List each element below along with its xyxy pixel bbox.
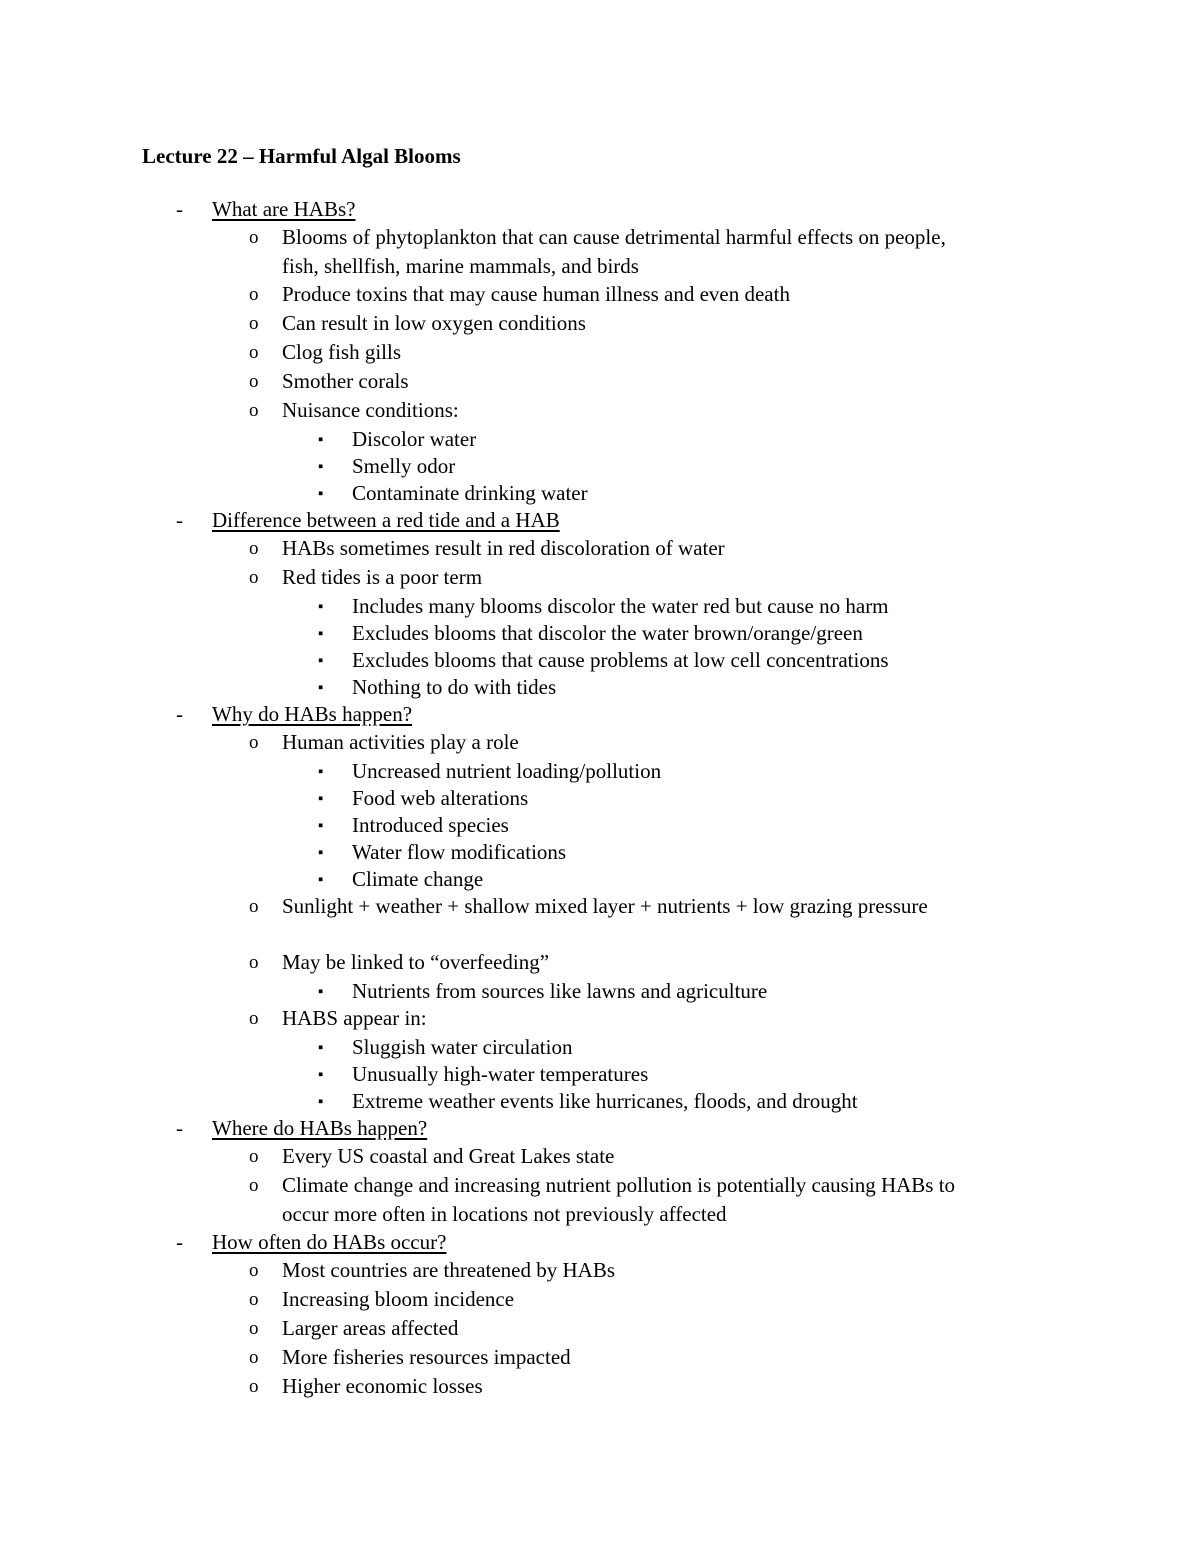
square-bullet: ▪ (318, 872, 324, 888)
section-heading-text: Where do HABs happen? (212, 1116, 428, 1140)
sub-list-item-text: Introduced species (352, 813, 509, 837)
square-bullet: ▪ (318, 599, 324, 615)
section-heading-text: Why do HABs happen? (212, 702, 413, 726)
circle-bullet: o (249, 1347, 259, 1368)
circle-bullet: o (249, 1376, 259, 1397)
list-item (0, 397, 1200, 426)
section-heading-text: What are HABs? (212, 197, 356, 221)
outline (0, 196, 1200, 1402)
list-item (0, 1172, 1200, 1201)
circle-bullet: o (249, 400, 259, 421)
list-item-text: Climate change and increasing nutrient pollution is potentially causing HABs to (282, 1173, 956, 1197)
sub-list-item-text: Uncreased nutrient loading/pollution (352, 759, 662, 783)
list-item-text: HABS appear in: (282, 1006, 427, 1030)
dash-bullet: - (176, 197, 183, 221)
sub-list-item-text: Excludes blooms that discolor the water brown/orange/green (352, 621, 863, 645)
sub-list-item (0, 1061, 1200, 1088)
list-item-continuation (0, 253, 1200, 281)
section-heading (0, 1229, 1200, 1257)
sub-list-item (0, 758, 1200, 785)
square-bullet: ▪ (318, 791, 324, 807)
list-item-text: Red tides is a poor term (282, 565, 483, 589)
square-bullet: ▪ (318, 818, 324, 834)
square-bullet: ▪ (318, 984, 324, 1000)
section-heading (0, 701, 1200, 729)
sub-list-item-text: Unusually high-water temperatures (352, 1062, 649, 1086)
list-item-continuation-text: fish, shellfish, marine mammals, and birds (282, 254, 639, 278)
sub-list-item (0, 866, 1200, 893)
dash-bullet: - (176, 1230, 183, 1254)
list-item-text: Increasing bloom incidence (282, 1287, 515, 1311)
sub-list-item (0, 426, 1200, 453)
list-item-text: Clog fish gills (282, 340, 402, 364)
circle-bullet: o (249, 1146, 259, 1167)
sub-list-item-text: Includes many blooms discolor the water red but cause no harm (352, 594, 889, 618)
circle-bullet: o (249, 732, 259, 753)
sub-list-item-text: Food web alterations (352, 786, 529, 810)
list-item (0, 535, 1200, 564)
square-bullet: ▪ (318, 1040, 324, 1056)
sub-list-item (0, 1088, 1200, 1115)
section-heading (0, 1115, 1200, 1143)
sub-list-item-text: Smelly odor (352, 454, 456, 478)
dash-bullet: - (176, 1116, 183, 1140)
list-item-text: HABs sometimes result in red discoloration of water (282, 536, 725, 560)
circle-bullet: o (249, 227, 259, 248)
circle-bullet: o (249, 1289, 259, 1310)
circle-bullet: o (249, 896, 259, 917)
list-item-text: More fisheries resources impacted (282, 1345, 571, 1369)
list-item (0, 1344, 1200, 1373)
circle-bullet: o (249, 313, 259, 334)
square-bullet: ▪ (318, 653, 324, 669)
circle-bullet: o (249, 342, 259, 363)
square-bullet: ▪ (318, 486, 324, 502)
list-item-text: Human activities play a role (282, 730, 519, 754)
sub-list-item (0, 812, 1200, 839)
sub-list-item (0, 978, 1200, 1005)
list-item (0, 368, 1200, 397)
circle-bullet: o (249, 1175, 259, 1196)
circle-bullet: o (249, 952, 259, 973)
square-bullet: ▪ (318, 626, 324, 642)
sub-list-item (0, 785, 1200, 812)
list-item-text: Larger areas affected (282, 1316, 459, 1340)
sub-list-item (0, 480, 1200, 507)
square-bullet: ▪ (318, 680, 324, 696)
blank-line (0, 922, 1200, 949)
list-item (0, 1143, 1200, 1172)
sub-list-item-text: Sluggish water circulation (352, 1035, 573, 1059)
square-bullet: ▪ (318, 1067, 324, 1083)
square-bullet: ▪ (318, 845, 324, 861)
dash-bullet: - (176, 508, 183, 532)
circle-bullet: o (249, 538, 259, 559)
sub-list-item-text: Water flow modifications (352, 840, 567, 864)
square-bullet: ▪ (318, 764, 324, 780)
sub-list-item-text: Extreme weather events like hurricanes, floods, and drought (352, 1089, 858, 1113)
circle-bullet: o (249, 284, 259, 305)
sub-list-item (0, 593, 1200, 620)
dash-bullet: - (176, 702, 183, 726)
list-item (0, 310, 1200, 339)
square-bullet: ▪ (318, 432, 324, 448)
section-heading-text: Difference between a red tide and a HAB (212, 508, 560, 532)
sub-list-item (0, 1034, 1200, 1061)
list-item (0, 1286, 1200, 1315)
sub-list-item-text: Discolor water (352, 427, 477, 451)
list-item (0, 893, 1200, 922)
circle-bullet: o (249, 1260, 259, 1281)
sub-list-item-text: Excludes blooms that cause problems at low cell concentrations (352, 648, 889, 672)
list-item-text: May be linked to “overfeeding” (282, 950, 550, 974)
list-item (0, 281, 1200, 310)
list-item (0, 339, 1200, 368)
list-item-text: Blooms of phytoplankton that can cause detrimental harmful effects on people, (282, 225, 946, 249)
list-item (0, 949, 1200, 978)
list-item (0, 1373, 1200, 1402)
list-item-text: Sunlight + weather + shallow mixed layer + nutrients + low grazing pressure (282, 894, 928, 918)
section-heading (0, 196, 1200, 224)
section-heading (0, 507, 1200, 535)
sub-list-item-text: Climate change (352, 867, 484, 891)
sub-list-item-text: Nothing to do with tides (352, 675, 557, 699)
list-item-text: Nuisance conditions: (282, 398, 459, 422)
page-title: Lecture 22 – Harmful Algal Blooms (142, 144, 461, 168)
square-bullet: ▪ (318, 459, 324, 475)
list-item-text: Smother corals (282, 369, 409, 393)
list-item-continuation (0, 1201, 1200, 1229)
list-item (0, 564, 1200, 593)
sub-list-item (0, 453, 1200, 480)
circle-bullet: o (249, 371, 259, 392)
sub-list-item (0, 839, 1200, 866)
circle-bullet: o (249, 567, 259, 588)
list-item-text: Can result in low oxygen conditions (282, 311, 586, 335)
list-item-text: Every US coastal and Great Lakes state (282, 1144, 615, 1168)
circle-bullet: o (249, 1008, 259, 1029)
list-item (0, 729, 1200, 758)
list-item (0, 1257, 1200, 1286)
list-item-continuation-text: occur more often in locations not previously affected (282, 1202, 727, 1226)
sub-list-item (0, 620, 1200, 647)
sub-list-item-text: Nutrients from sources like lawns and agriculture (352, 979, 768, 1003)
list-item (0, 224, 1200, 253)
section-heading-text: How often do HABs occur? (212, 1230, 447, 1254)
list-item-text: Produce toxins that may cause human illness and even death (282, 282, 790, 306)
square-bullet: ▪ (318, 1094, 324, 1110)
sub-list-item-text: Contaminate drinking water (352, 481, 588, 505)
list-item (0, 1005, 1200, 1034)
sub-list-item (0, 647, 1200, 674)
circle-bullet: o (249, 1318, 259, 1339)
list-item (0, 1315, 1200, 1344)
list-item-text: Most countries are threatened by HABs (282, 1258, 615, 1282)
sub-list-item (0, 674, 1200, 701)
list-item-text: Higher economic losses (282, 1374, 483, 1398)
